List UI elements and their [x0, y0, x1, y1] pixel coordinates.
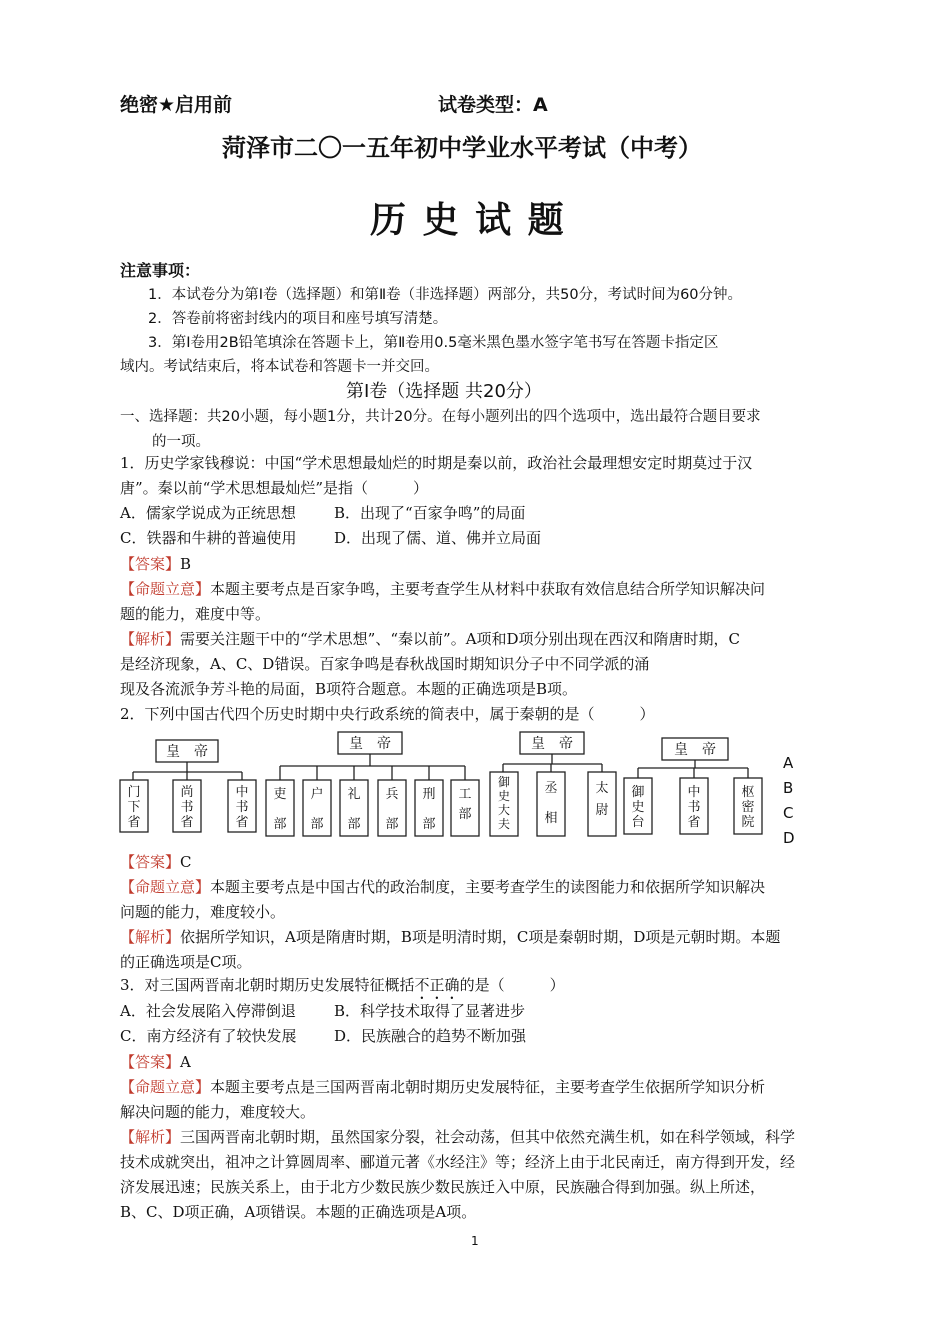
intent-text: 本题主要考点是百家争鸣，主要考查学生从材料中获取有效信息结合所学知识解决问 — [210, 580, 766, 598]
note-item: 3．第Ⅰ卷用2B铅笔填涂在答题卡上，第Ⅱ卷用0.5毫米黑色墨水签字笔书写在答题卡指定区 — [148, 335, 719, 351]
q2-analysis — [120, 928, 780, 946]
child-label: 刑 — [422, 787, 436, 802]
note-item: 2．答卷前将密封线内的项目和座号填写清楚。 — [148, 311, 448, 327]
q2-answer — [120, 853, 192, 871]
child-label: 书 — [687, 800, 701, 815]
option-letter-b: B — [783, 779, 794, 797]
q1-analysis-cont: 现及各流派争芳斗艳的局面，B项符合题意。本题的正确选项是B项。 — [120, 680, 578, 698]
child-label: 史 — [497, 789, 511, 803]
child-label: 丞 — [544, 781, 558, 796]
root-label: 皇 帝 — [349, 736, 391, 752]
q2-intent-cont: 问题的能力，难度较小。 — [120, 903, 286, 921]
q3-emphasis: 不正确 — [414, 976, 460, 994]
page-number: 1 — [471, 1234, 479, 1248]
child-label: 史 — [631, 800, 645, 815]
intent-text: 本题主要考点是中国古代的政治制度，主要考查学生的读图能力和依据所学知识解决 — [210, 878, 766, 896]
child-label: 书 — [235, 800, 249, 815]
section-title: 第Ⅰ卷（选择题 共20分） — [346, 381, 542, 402]
paper-type: 试卷类型：A — [438, 94, 548, 116]
diagram-a — [120, 740, 256, 832]
child-label: 工 — [458, 787, 472, 802]
answer-label: 【答案】 — [120, 853, 181, 871]
q1-intent — [120, 580, 765, 598]
child-label: 御 — [631, 785, 645, 800]
secret-label: 绝密★启用前 — [120, 94, 233, 116]
q1-option-c: C．铁器和牛耕的普遍使用 — [120, 529, 297, 547]
child-label: 大 — [497, 803, 511, 817]
q1-option-b: B．出现了“百家争鸣”的局面 — [334, 504, 526, 522]
note-item: 1．本试卷分为第Ⅰ卷（选择题）和第Ⅱ卷（非选择题）两部分，共50分，考试时间为60分钟。 — [148, 287, 743, 303]
q1-option-d: D．出现了儒、道、佛并立局面 — [334, 529, 542, 547]
child-label: 中 — [235, 785, 249, 800]
child-label: 下 — [127, 800, 141, 815]
child-label: 密 — [741, 800, 755, 815]
q3-stem — [120, 976, 565, 1003]
child-label: 御 — [497, 775, 511, 789]
analysis-text: 依据所学知识，A项是隋唐时期，B项是明清时期，C项是秦朝时期，D项是元朝时期。本题 — [180, 928, 781, 946]
q2-intent — [120, 878, 765, 896]
q1-stem: 1．历史学家钱穆说：中国“学术思想最灿烂的时期是秦以前，政治社会最理想安定时期莫过于汉 — [120, 454, 753, 472]
child-label: 户 — [310, 787, 324, 802]
root-label: 皇 帝 — [674, 742, 716, 758]
child-label: 台 — [631, 815, 645, 830]
child-label: 部 — [310, 817, 324, 832]
q3-option-d: D．民族融合的趋势不断加强 — [334, 1027, 527, 1045]
child-label: 部 — [347, 817, 361, 832]
child-label: 省 — [687, 815, 701, 830]
q3-answer — [120, 1053, 191, 1071]
option-letter-d: D — [783, 829, 795, 847]
q2-analysis-cont: 的正确选项是C项。 — [120, 953, 252, 971]
child-label: 部 — [385, 817, 399, 832]
q1-analysis-cont: 是经济现象，A、C、D错误。百家争鸣是春秋战国时期知识分子中不同学派的涌 — [120, 655, 650, 673]
section-instructions-cont: 的一项。 — [152, 434, 210, 450]
child-label: 部 — [422, 817, 436, 832]
notes-heading: 注意事项： — [120, 261, 201, 280]
child-label: 枢 — [741, 785, 755, 800]
q1-answer — [120, 555, 191, 573]
child-label: 相 — [544, 811, 558, 826]
child-label: 院 — [741, 815, 755, 830]
section-instructions: 一、选择题：共20小题，每小题1分，共计20分。在每小题列出的四个选项中，选出最符合题目要求 — [120, 409, 761, 425]
q3-analysis-cont: 济发展迅速；民族关系上，由于北方少数民族少数民族迁入中原，民族融合得到加强。纵上所述， — [120, 1178, 766, 1196]
child-label: 夫 — [497, 817, 511, 831]
option-letter-c: C — [783, 804, 794, 822]
child-label: 礼 — [347, 787, 361, 802]
q3-option-a: A．社会发展陷入停滞倒退 — [120, 1002, 296, 1020]
q3-option-c: C．南方经济有了较快发展 — [120, 1027, 297, 1045]
answer-label: 【答案】 — [120, 1053, 181, 1071]
q3-analysis-cont: 技术成就突出，祖冲之计算圆周率、郦道元著《水经注》等；经济上由于北民南迁，南方得到开发，经 — [120, 1153, 796, 1171]
q3-analysis — [120, 1128, 795, 1146]
subject-title: 历 史 试 题 — [370, 200, 566, 241]
child-label: 书 — [180, 800, 194, 815]
q1-stem-cont: 唐”。秦以前“学术思想最灿烂”是指（ ） — [120, 479, 429, 497]
answer-label: 【答案】 — [120, 555, 181, 573]
child-label: 省 — [180, 815, 194, 830]
q2-stem: 2．下列中国古代四个历史时期中央行政系统的简表中，属于秦朝的是（ ） — [120, 705, 655, 723]
q1-intent-cont: 题的能力，难度中等。 — [120, 605, 271, 623]
root-label: 皇 帝 — [531, 736, 573, 752]
intent-label: 【命题立意】 — [120, 580, 211, 598]
child-label: 门 — [127, 785, 141, 800]
q3-stem-end: 的是（ ） — [459, 976, 565, 994]
child-label: 中 — [687, 785, 701, 800]
diagram-d — [624, 738, 762, 834]
child-label: 太 — [595, 781, 609, 796]
q1-option-a: A．儒家学说成为正统思想 — [120, 504, 296, 522]
option-letter-a: A — [783, 754, 794, 772]
intent-text: 本题主要考点是三国两晋南北朝时期历史发展特征，主要考查学生依据所学知识分析 — [210, 1078, 766, 1096]
exam-title: 菏泽市二〇一五年初中学业水平考试（中考） — [222, 134, 702, 162]
answer-value: A — [180, 1053, 191, 1071]
q3-intent — [120, 1078, 765, 1096]
answer-value: C — [180, 853, 192, 871]
analysis-label: 【解析】 — [120, 630, 181, 648]
intent-label: 【命题立意】 — [120, 878, 211, 896]
q3-analysis-cont: B、C、D项正确，A项错误。本题的正确选项是A项。 — [120, 1203, 477, 1221]
q3-option-b: B．科学技术取得了显著进步 — [334, 1002, 526, 1020]
analysis-text: 三国两晋南北朝时期，虽然国家分裂，社会动荡，但其中依然充满生机，如在科学领域，科学 — [180, 1128, 796, 1146]
diagram-c — [490, 732, 616, 836]
analysis-label: 【解析】 — [120, 928, 181, 946]
q1-analysis — [120, 630, 740, 648]
q3-stem-text: 3．对三国两晋南北朝时期历史发展特征概括 — [120, 976, 415, 994]
child-label: 省 — [127, 815, 141, 830]
q3-intent-cont: 解决问题的能力，难度较大。 — [120, 1103, 316, 1121]
analysis-label: 【解析】 — [120, 1128, 181, 1146]
analysis-text: 需要关注题干中的“学术思想”、“秦以前”。A项和D项分别出现在西汉和隋唐时期，C — [180, 630, 741, 648]
child-label: 尚 — [180, 785, 194, 800]
intent-label: 【命题立意】 — [120, 1078, 211, 1096]
root-label: 皇 帝 — [166, 744, 208, 760]
diagram-b — [266, 732, 479, 836]
answer-value: B — [180, 555, 192, 573]
child-label: 兵 — [385, 787, 399, 802]
q2-diagram — [110, 728, 810, 852]
child-label: 部 — [458, 807, 472, 822]
child-label: 部 — [273, 817, 287, 832]
child-label: 尉 — [595, 803, 609, 818]
child-label: 吏 — [273, 787, 287, 802]
child-label: 省 — [235, 815, 249, 830]
note-item: 域内。考试结束后，将本试卷和答题卡一并交回。 — [120, 359, 439, 375]
